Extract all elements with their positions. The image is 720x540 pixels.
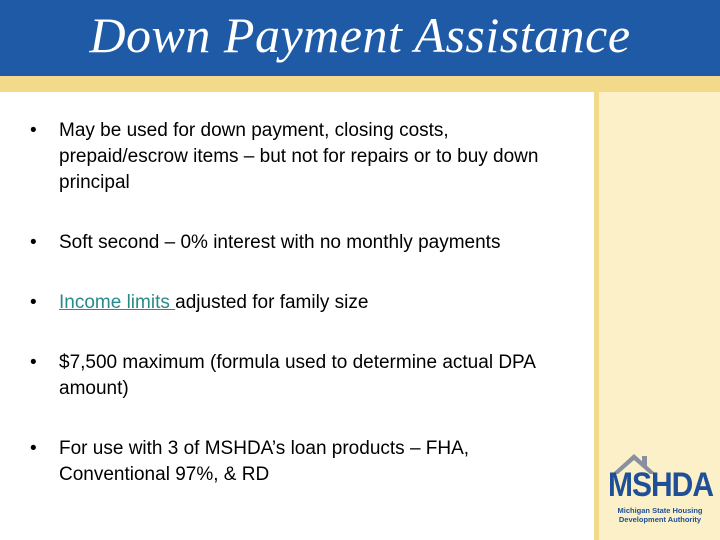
- logo-wordmark: MSHDA: [608, 466, 713, 504]
- bullet-dot: •: [30, 292, 37, 313]
- income-limits-link[interactable]: Income limits: [59, 292, 176, 313]
- bullet-text: $7,500 maximum (formula used to determine actual DPA amount): [59, 352, 535, 399]
- bullet-list: [30, 118, 570, 522]
- bullet-dot: •: [30, 352, 37, 373]
- bullet-text: Soft second – 0% interest with no monthly payments: [59, 232, 501, 253]
- bullet-text: May be used for down payment, closing costs, prepaid/escrow items – but not for repairs or to buy down principal: [59, 120, 539, 193]
- bullet-item: [30, 350, 570, 402]
- bullet-dot: •: [30, 232, 37, 253]
- bullet-item: [30, 118, 570, 196]
- side-band-edge: [594, 92, 599, 540]
- bullet-dot: •: [30, 120, 37, 141]
- bullet-item: [30, 230, 570, 256]
- logo-line-2: Development Authority: [618, 515, 702, 524]
- bullet-text: For use with 3 of MSHDA’s loan products – FHA, Conventional 97%, & RD: [59, 438, 470, 485]
- slide-title: Down Payment Assistance: [89, 7, 631, 63]
- mshda-logo: [606, 452, 712, 528]
- bullet-text: adjusted for family size: [175, 292, 369, 313]
- gold-divider: [0, 76, 720, 92]
- logo-subtitle: [610, 506, 710, 524]
- bullet-dot: •: [30, 438, 37, 459]
- logo-line-1: Michigan State Housing: [617, 506, 703, 515]
- bullet-item: [30, 436, 570, 488]
- bullet-item: [30, 290, 570, 316]
- title-bar: [0, 0, 720, 76]
